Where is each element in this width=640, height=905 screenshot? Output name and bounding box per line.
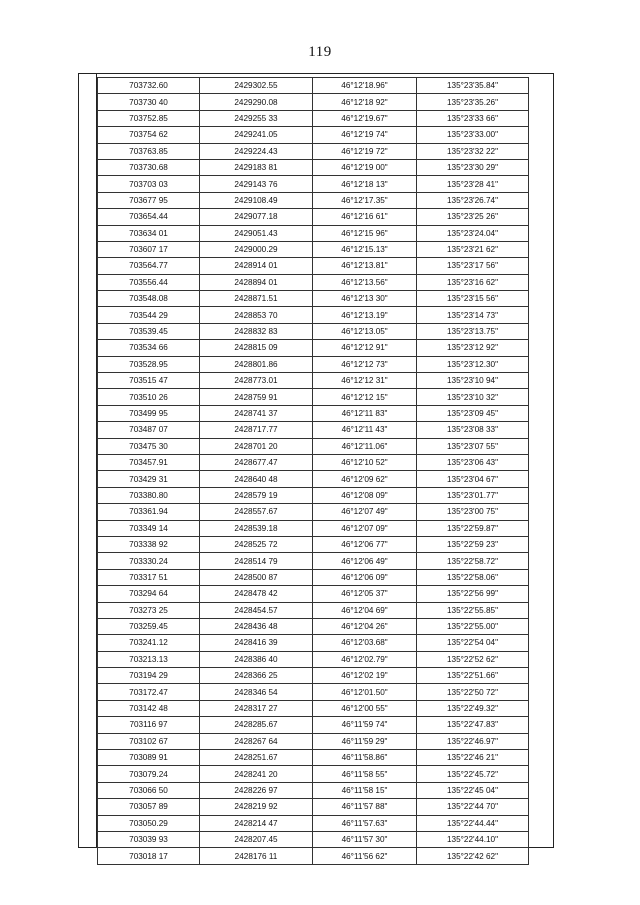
latitude-cell: 46°12'06 09" xyxy=(313,569,417,585)
latitude-cell: 46°12'13.81" xyxy=(313,258,417,274)
latitude-cell: 46°12'02.79" xyxy=(313,651,417,667)
y-coordinate-cell: 2428525 72 xyxy=(200,536,313,552)
y-coordinate-cell: 2429051.43 xyxy=(200,225,313,241)
longitude-cell: 135°23'15 56" xyxy=(417,291,529,307)
x-coordinate-cell: 703510 26 xyxy=(98,389,200,405)
longitude-cell: 135°23'12.30" xyxy=(417,356,529,372)
table-row xyxy=(98,569,529,585)
x-coordinate-cell: 703317 51 xyxy=(98,569,200,585)
latitude-cell: 46°12'18 92" xyxy=(313,94,417,110)
longitude-cell: 135°23'25 26" xyxy=(417,209,529,225)
x-coordinate-cell: 703730.68 xyxy=(98,159,200,175)
y-coordinate-cell: 2428251.67 xyxy=(200,750,313,766)
y-coordinate-cell: 2428579 19 xyxy=(200,487,313,503)
x-coordinate-cell: 703194 29 xyxy=(98,668,200,684)
table-row xyxy=(98,176,529,192)
latitude-cell: 46°12'18 13" xyxy=(313,176,417,192)
longitude-cell: 135°23'01.77" xyxy=(417,487,529,503)
table-row xyxy=(98,471,529,487)
y-coordinate-cell: 2429077.18 xyxy=(200,209,313,225)
table-row xyxy=(98,340,529,356)
x-coordinate-cell: 703116 97 xyxy=(98,717,200,733)
table-row xyxy=(98,192,529,208)
table-row xyxy=(98,684,529,700)
y-coordinate-cell: 2428741 37 xyxy=(200,405,313,421)
y-coordinate-cell: 2428214 47 xyxy=(200,815,313,831)
y-coordinate-cell: 2428478 42 xyxy=(200,586,313,602)
latitude-cell: 46°12'04 26" xyxy=(313,618,417,634)
x-coordinate-cell: 703361.94 xyxy=(98,504,200,520)
y-coordinate-cell: 2429183 81 xyxy=(200,159,313,175)
x-coordinate-cell: 703548.08 xyxy=(98,291,200,307)
table-row xyxy=(98,110,529,126)
x-coordinate-cell: 703544 29 xyxy=(98,307,200,323)
longitude-cell: 135°22'44 70" xyxy=(417,799,529,815)
longitude-cell: 135°22'42 62" xyxy=(417,848,529,864)
x-coordinate-cell: 703607 17 xyxy=(98,241,200,257)
y-coordinate-cell: 2428346 54 xyxy=(200,684,313,700)
longitude-cell: 135°23'17 56" xyxy=(417,258,529,274)
longitude-cell: 135°22'49.32" xyxy=(417,700,529,716)
longitude-cell: 135°22'59.87" xyxy=(417,520,529,536)
y-coordinate-cell: 2429302.55 xyxy=(200,78,313,94)
y-coordinate-cell: 2428454.57 xyxy=(200,602,313,618)
latitude-cell: 46°12'07 09" xyxy=(313,520,417,536)
longitude-cell: 135°22'58.06" xyxy=(417,569,529,585)
table-row xyxy=(98,323,529,339)
y-coordinate-cell: 2429290.08 xyxy=(200,94,313,110)
x-coordinate-cell: 703634 01 xyxy=(98,225,200,241)
table-row xyxy=(98,78,529,94)
latitude-cell: 46°12'11.06" xyxy=(313,438,417,454)
y-coordinate-cell: 2428677.47 xyxy=(200,454,313,470)
x-coordinate-cell: 703089 91 xyxy=(98,750,200,766)
latitude-cell: 46°11'58 55" xyxy=(313,766,417,782)
latitude-cell: 46°11'57 30" xyxy=(313,831,417,847)
latitude-cell: 46°12'19.67" xyxy=(313,110,417,126)
x-coordinate-cell: 703213.13 xyxy=(98,651,200,667)
latitude-cell: 46°12'11 43" xyxy=(313,422,417,438)
longitude-cell: 135°22'59 23" xyxy=(417,536,529,552)
x-coordinate-cell: 703475 30 xyxy=(98,438,200,454)
latitude-cell: 46°12'19 74" xyxy=(313,127,417,143)
latitude-cell: 46°12'12 31" xyxy=(313,373,417,389)
longitude-cell: 135°23'21 62" xyxy=(417,241,529,257)
x-coordinate-cell: 703487 07 xyxy=(98,422,200,438)
y-coordinate-cell: 2429241.05 xyxy=(200,127,313,143)
y-coordinate-cell: 2428317 27 xyxy=(200,700,313,716)
latitude-cell: 46°12'13 30" xyxy=(313,291,417,307)
longitude-cell: 135°23'35.26" xyxy=(417,94,529,110)
coordinates-table xyxy=(97,77,529,865)
latitude-cell: 46°12'01.50" xyxy=(313,684,417,700)
y-coordinate-cell: 2428894 01 xyxy=(200,274,313,290)
y-coordinate-cell: 2428514 79 xyxy=(200,553,313,569)
latitude-cell: 46°12'18.96" xyxy=(313,78,417,94)
table-row xyxy=(98,520,529,536)
longitude-cell: 135°22'47.83" xyxy=(417,717,529,733)
table-row xyxy=(98,618,529,634)
longitude-cell: 135°23'06 43" xyxy=(417,454,529,470)
x-coordinate-cell: 703515 47 xyxy=(98,373,200,389)
y-coordinate-cell: 2428701 20 xyxy=(200,438,313,454)
longitude-cell: 135°23'32 22" xyxy=(417,143,529,159)
latitude-cell: 46°11'58.86" xyxy=(313,750,417,766)
x-coordinate-cell: 703142 48 xyxy=(98,700,200,716)
latitude-cell: 46°12'00 55" xyxy=(313,700,417,716)
table-row xyxy=(98,127,529,143)
y-coordinate-cell: 2428871.51 xyxy=(200,291,313,307)
y-coordinate-cell: 2429108.49 xyxy=(200,192,313,208)
y-coordinate-cell: 2428853 70 xyxy=(200,307,313,323)
longitude-cell: 135°22'56 99" xyxy=(417,586,529,602)
longitude-cell: 135°22'46.97" xyxy=(417,733,529,749)
y-coordinate-cell: 2428386 40 xyxy=(200,651,313,667)
table-row xyxy=(98,831,529,847)
longitude-cell: 135°23'33 66" xyxy=(417,110,529,126)
table-row xyxy=(98,225,529,241)
table-row xyxy=(98,602,529,618)
longitude-cell: 135°23'09 45" xyxy=(417,405,529,421)
table-row xyxy=(98,668,529,684)
longitude-cell: 135°23'10 94" xyxy=(417,373,529,389)
latitude-cell: 46°11'56 62" xyxy=(313,848,417,864)
longitude-cell: 135°22'52 62" xyxy=(417,651,529,667)
x-coordinate-cell: 703763.85 xyxy=(98,143,200,159)
y-coordinate-cell: 2428267 64 xyxy=(200,733,313,749)
longitude-cell: 135°22'55.85" xyxy=(417,602,529,618)
table-row xyxy=(98,487,529,503)
table-row xyxy=(98,405,529,421)
latitude-cell: 46°12'06 49" xyxy=(313,553,417,569)
x-coordinate-cell: 703499 95 xyxy=(98,405,200,421)
y-coordinate-cell: 2428176 11 xyxy=(200,848,313,864)
longitude-cell: 135°22'58.72" xyxy=(417,553,529,569)
table-row xyxy=(98,274,529,290)
x-coordinate-cell: 703754 62 xyxy=(98,127,200,143)
table-row xyxy=(98,209,529,225)
y-coordinate-cell: 2428416 39 xyxy=(200,635,313,651)
latitude-cell: 46°12'07 49" xyxy=(313,504,417,520)
table-row xyxy=(98,307,529,323)
latitude-cell: 46°12'15.13" xyxy=(313,241,417,257)
y-coordinate-cell: 2428801.86 xyxy=(200,356,313,372)
longitude-cell: 135°22'44.44" xyxy=(417,815,529,831)
latitude-cell: 46°11'57 88" xyxy=(313,799,417,815)
table-row xyxy=(98,635,529,651)
page-number: 119 xyxy=(308,44,332,60)
y-coordinate-cell: 2428640 48 xyxy=(200,471,313,487)
latitude-cell: 46°12'06 77" xyxy=(313,536,417,552)
x-coordinate-cell: 703018 17 xyxy=(98,848,200,864)
longitude-cell: 135°23'07 55" xyxy=(417,438,529,454)
y-coordinate-cell: 2428557.67 xyxy=(200,504,313,520)
x-coordinate-cell: 703039 93 xyxy=(98,831,200,847)
longitude-cell: 135°23'04 67" xyxy=(417,471,529,487)
longitude-cell: 135°23'00 75" xyxy=(417,504,529,520)
y-coordinate-cell: 2428759 91 xyxy=(200,389,313,405)
y-coordinate-cell: 2428539.18 xyxy=(200,520,313,536)
longitude-cell: 135°23'24.04" xyxy=(417,225,529,241)
latitude-cell: 46°12'12 91" xyxy=(313,340,417,356)
x-coordinate-cell: 703534 66 xyxy=(98,340,200,356)
longitude-cell: 135°22'44.10" xyxy=(417,831,529,847)
y-coordinate-cell: 2428241 20 xyxy=(200,766,313,782)
table-row xyxy=(98,733,529,749)
longitude-cell: 135°23'12 92" xyxy=(417,340,529,356)
longitude-cell: 135°22'51.66" xyxy=(417,668,529,684)
table-row xyxy=(98,799,529,815)
latitude-cell: 46°11'59 74" xyxy=(313,717,417,733)
latitude-cell: 46°12'15 96" xyxy=(313,225,417,241)
x-coordinate-cell: 703057 89 xyxy=(98,799,200,815)
y-coordinate-cell: 2428914 01 xyxy=(200,258,313,274)
y-coordinate-cell: 2428815 09 xyxy=(200,340,313,356)
latitude-cell: 46°12'11 83" xyxy=(313,405,417,421)
latitude-cell: 46°12'12 15" xyxy=(313,389,417,405)
x-coordinate-cell: 703066 50 xyxy=(98,782,200,798)
latitude-cell: 46°12'08 09" xyxy=(313,487,417,503)
latitude-cell: 46°12'19 00" xyxy=(313,159,417,175)
y-coordinate-cell: 2428285.67 xyxy=(200,717,313,733)
latitude-cell: 46°11'59 29" xyxy=(313,733,417,749)
latitude-cell: 46°12'16 61" xyxy=(313,209,417,225)
coordinates-table-body xyxy=(98,78,529,865)
x-coordinate-cell: 703730 40 xyxy=(98,94,200,110)
table-row xyxy=(98,750,529,766)
table-row xyxy=(98,586,529,602)
y-coordinate-cell: 2428436 48 xyxy=(200,618,313,634)
latitude-cell: 46°12'12 73" xyxy=(313,356,417,372)
table-row xyxy=(98,536,529,552)
x-coordinate-cell: 703457.91 xyxy=(98,454,200,470)
longitude-cell: 135°23'35.84" xyxy=(417,78,529,94)
y-coordinate-cell: 2428832 83 xyxy=(200,323,313,339)
table-row xyxy=(98,766,529,782)
latitude-cell: 46°12'19 72" xyxy=(313,143,417,159)
x-coordinate-cell: 703429 31 xyxy=(98,471,200,487)
longitude-cell: 135°22'45 04" xyxy=(417,782,529,798)
table-row xyxy=(98,454,529,470)
x-coordinate-cell: 703273 25 xyxy=(98,602,200,618)
x-coordinate-cell: 703654.44 xyxy=(98,209,200,225)
y-coordinate-cell: 2429143 76 xyxy=(200,176,313,192)
latitude-cell: 46°12'02 19" xyxy=(313,668,417,684)
x-coordinate-cell: 703677 95 xyxy=(98,192,200,208)
left-margin-column xyxy=(78,73,97,848)
table-row xyxy=(98,94,529,110)
longitude-cell: 135°23'33.00" xyxy=(417,127,529,143)
longitude-cell: 135°22'45.72" xyxy=(417,766,529,782)
table-row xyxy=(98,373,529,389)
table-row xyxy=(98,291,529,307)
longitude-cell: 135°23'14 73" xyxy=(417,307,529,323)
x-coordinate-cell: 703349 14 xyxy=(98,520,200,536)
x-coordinate-cell: 703732.60 xyxy=(98,78,200,94)
x-coordinate-cell: 703703 03 xyxy=(98,176,200,192)
longitude-cell: 135°22'46 21" xyxy=(417,750,529,766)
table-row xyxy=(98,848,529,864)
x-coordinate-cell: 703079.24 xyxy=(98,766,200,782)
y-coordinate-cell: 2428717.77 xyxy=(200,422,313,438)
y-coordinate-cell: 2428500 87 xyxy=(200,569,313,585)
latitude-cell: 46°12'03.68" xyxy=(313,635,417,651)
x-coordinate-cell: 703241.12 xyxy=(98,635,200,651)
y-coordinate-cell: 2428226 97 xyxy=(200,782,313,798)
latitude-cell: 46°12'13.19" xyxy=(313,307,417,323)
y-coordinate-cell: 2429224.43 xyxy=(200,143,313,159)
latitude-cell: 46°12'10 52" xyxy=(313,454,417,470)
longitude-cell: 135°22'54 04" xyxy=(417,635,529,651)
table-row xyxy=(98,553,529,569)
table-row xyxy=(98,258,529,274)
y-coordinate-cell: 2428207.45 xyxy=(200,831,313,847)
x-coordinate-cell: 703172.47 xyxy=(98,684,200,700)
table-row xyxy=(98,241,529,257)
table-row xyxy=(98,700,529,716)
x-coordinate-cell: 703259.45 xyxy=(98,618,200,634)
latitude-cell: 46°12'04 69" xyxy=(313,602,417,618)
latitude-cell: 46°12'09 62" xyxy=(313,471,417,487)
longitude-cell: 135°22'50 72" xyxy=(417,684,529,700)
table-row xyxy=(98,782,529,798)
longitude-cell: 135°23'30 29" xyxy=(417,159,529,175)
table-row xyxy=(98,389,529,405)
x-coordinate-cell: 703380.80 xyxy=(98,487,200,503)
longitude-cell: 135°23'10 32" xyxy=(417,389,529,405)
latitude-cell: 46°12'05 37" xyxy=(313,586,417,602)
table-row xyxy=(98,143,529,159)
x-coordinate-cell: 703752.85 xyxy=(98,110,200,126)
table-row xyxy=(98,438,529,454)
x-coordinate-cell: 703338 92 xyxy=(98,536,200,552)
latitude-cell: 46°12'17.35" xyxy=(313,192,417,208)
longitude-cell: 135°23'08 33" xyxy=(417,422,529,438)
table-row xyxy=(98,651,529,667)
y-coordinate-cell: 2429000.29 xyxy=(200,241,313,257)
x-coordinate-cell: 703294 64 xyxy=(98,586,200,602)
longitude-cell: 135°23'13.75" xyxy=(417,323,529,339)
table-row xyxy=(98,815,529,831)
y-coordinate-cell: 2428366 25 xyxy=(200,668,313,684)
latitude-cell: 46°12'13.56" xyxy=(313,274,417,290)
longitude-cell: 135°23'16 62" xyxy=(417,274,529,290)
longitude-cell: 135°23'26.74" xyxy=(417,192,529,208)
latitude-cell: 46°12'13.05" xyxy=(313,323,417,339)
y-coordinate-cell: 2428773.01 xyxy=(200,373,313,389)
longitude-cell: 135°22'55.00" xyxy=(417,618,529,634)
y-coordinate-cell: 2429255 33 xyxy=(200,110,313,126)
table-row xyxy=(98,356,529,372)
x-coordinate-cell: 703564.77 xyxy=(98,258,200,274)
y-coordinate-cell: 2428219 92 xyxy=(200,799,313,815)
x-coordinate-cell: 703539.45 xyxy=(98,323,200,339)
latitude-cell: 46°11'57.63" xyxy=(313,815,417,831)
x-coordinate-cell: 703050.29 xyxy=(98,815,200,831)
x-coordinate-cell: 703556.44 xyxy=(98,274,200,290)
table-row xyxy=(98,717,529,733)
table-row xyxy=(98,504,529,520)
longitude-cell: 135°23'28 41" xyxy=(417,176,529,192)
x-coordinate-cell: 703330.24 xyxy=(98,553,200,569)
x-coordinate-cell: 703102 67 xyxy=(98,733,200,749)
x-coordinate-cell: 703528.95 xyxy=(98,356,200,372)
table-row xyxy=(98,159,529,175)
table-row xyxy=(98,422,529,438)
latitude-cell: 46°11'58 15" xyxy=(313,782,417,798)
